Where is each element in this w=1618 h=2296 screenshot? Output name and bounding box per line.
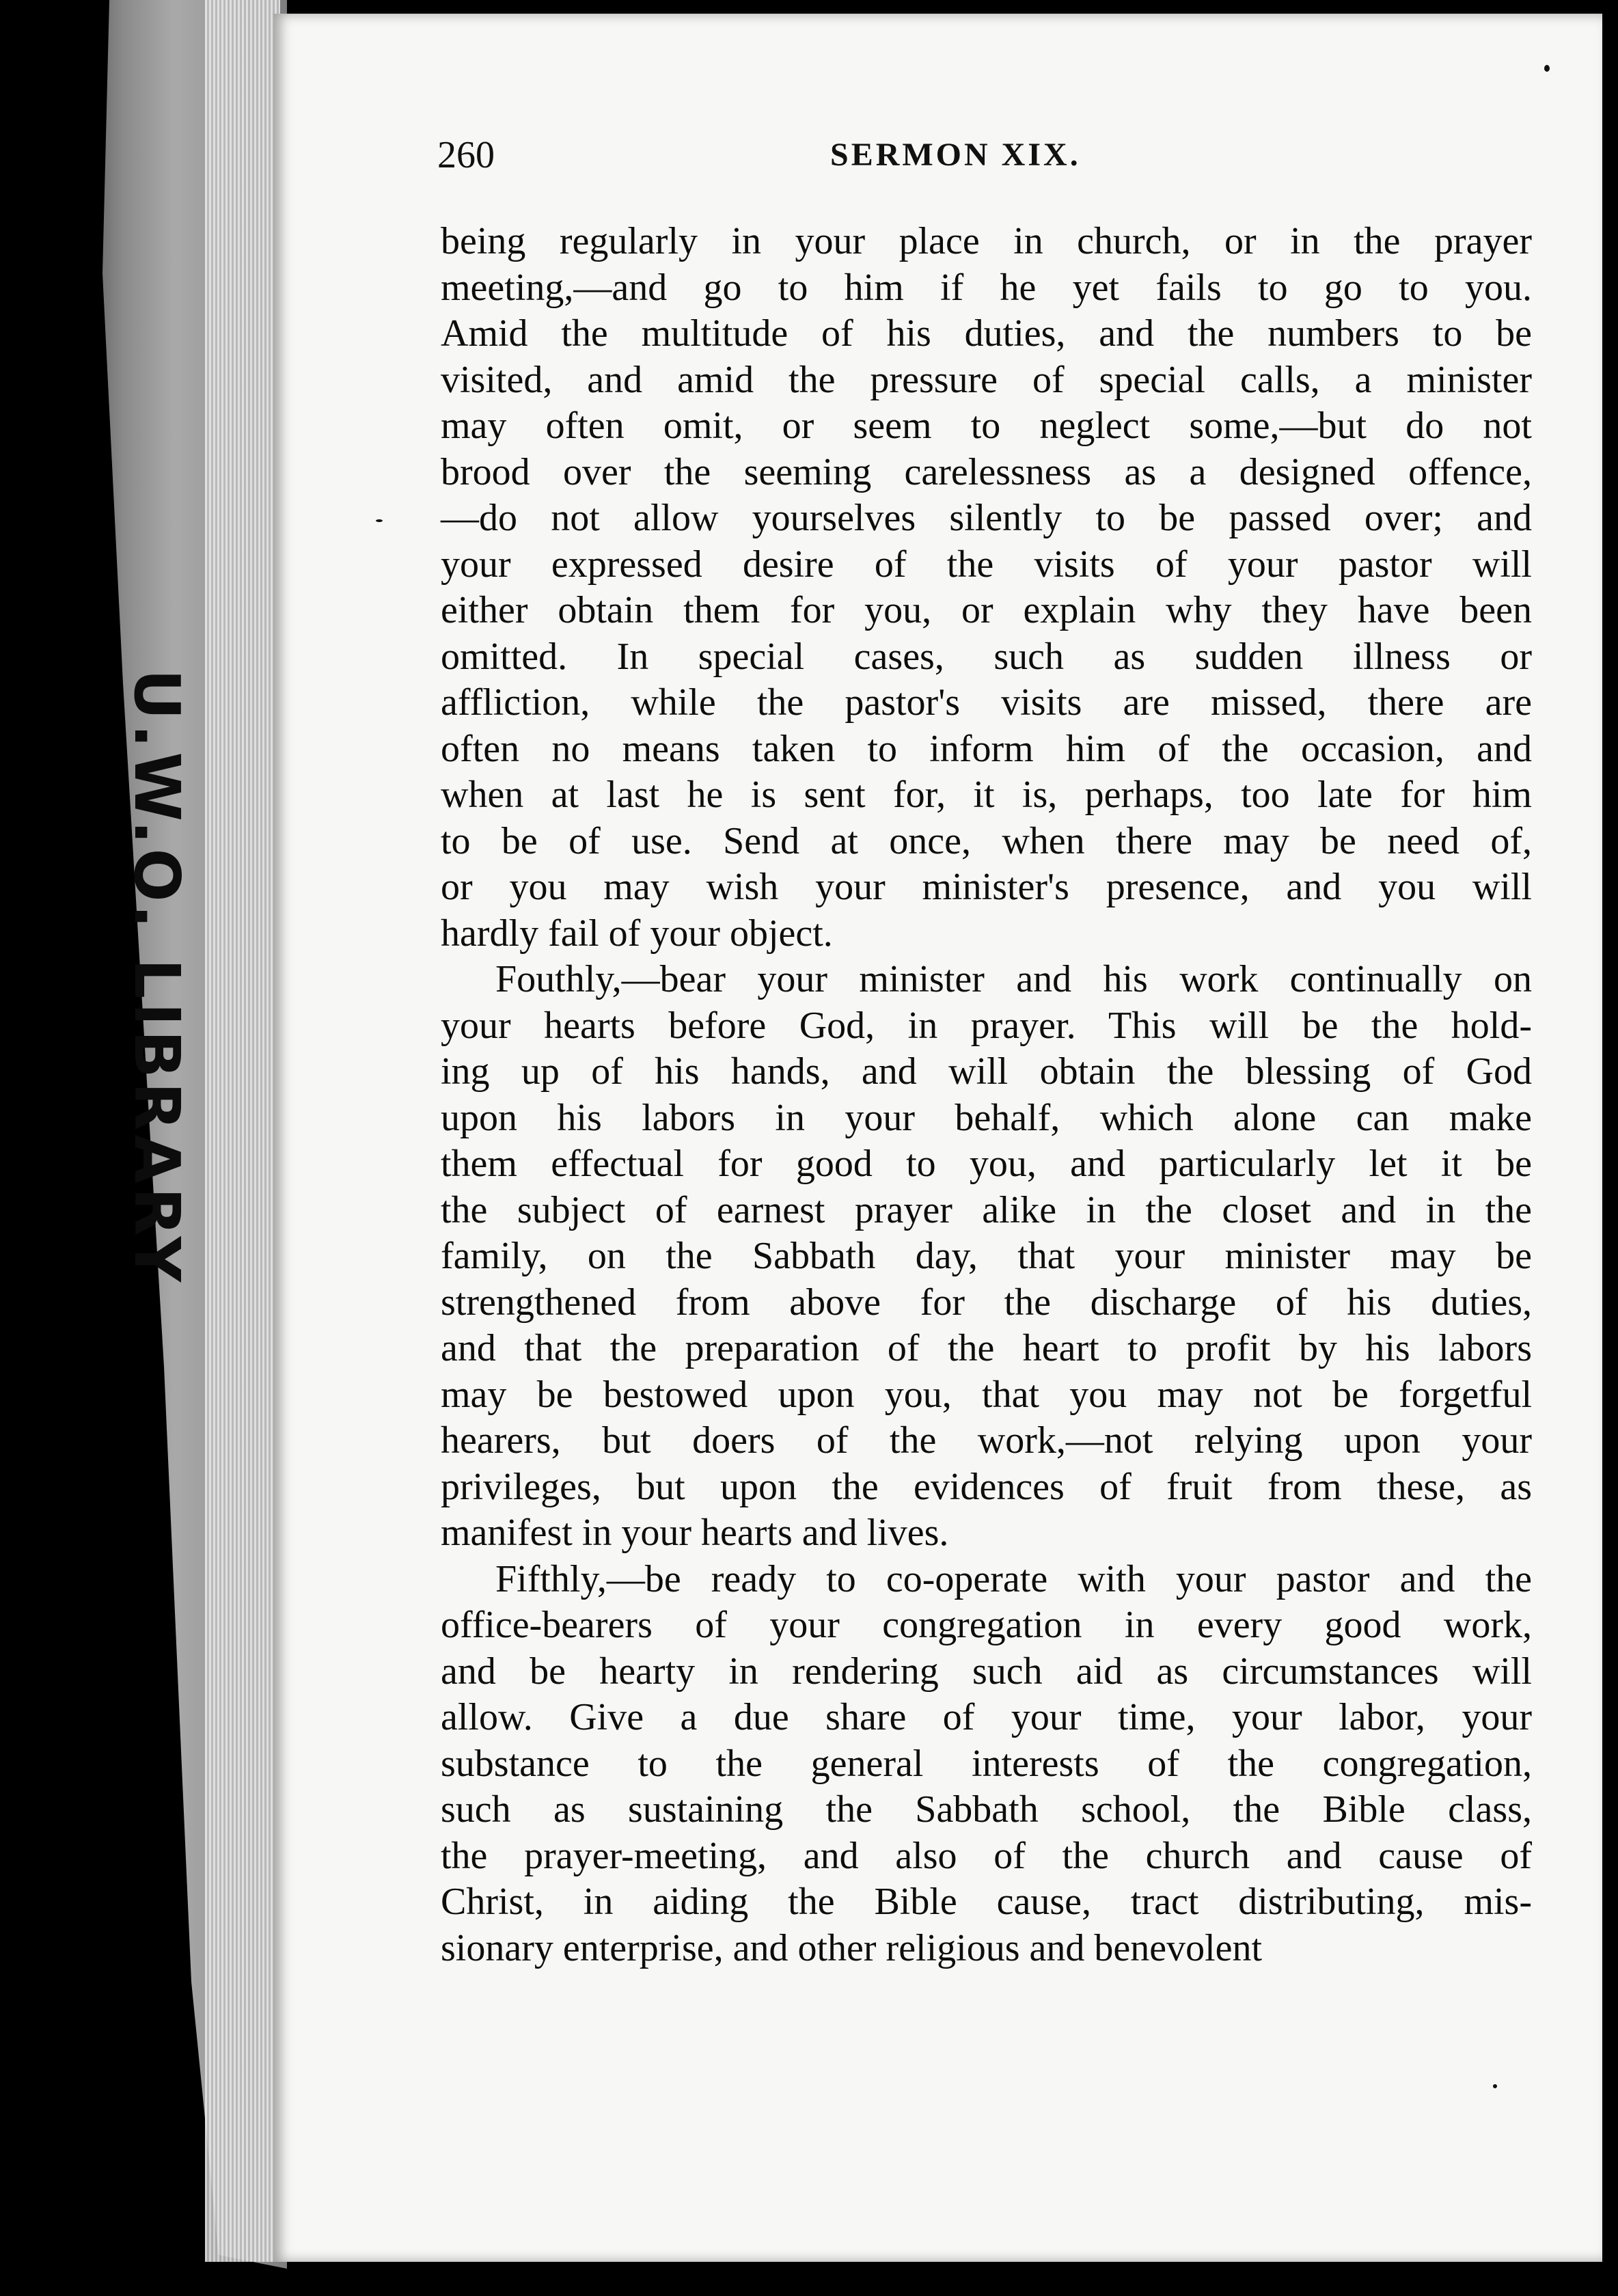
body-text <box>441 219 1532 1971</box>
text-line: substance to the general interests of the congregation, <box>441 1742 1532 1785</box>
text-line: allow. Give a due share of your time, your labor, your <box>441 1696 1532 1738</box>
scan-speck <box>376 519 383 522</box>
text-line: affliction, while the pastor's visits are missed, there are <box>441 681 1532 724</box>
text-line: manifest in your hearts and lives. <box>441 1512 949 1554</box>
text-line: —do not allow yourselves silently to be passed over; and <box>441 497 1532 539</box>
page-number: 260 <box>437 134 495 176</box>
text-line: hearers, but doers of the work,—not relying upon your <box>441 1419 1532 1462</box>
text-line: office-bearers of your congregation in every good work, <box>441 1604 1532 1646</box>
text-line: or you may wish your minister's presence, and you will <box>441 866 1532 908</box>
text-line: them effectual for good to you, and particularly let it be <box>441 1143 1532 1185</box>
text-line: privileges, but upon the evidences of fruit from these, as <box>441 1465 1532 1508</box>
text-line: may be bestowed upon you, that you may not be forgetful <box>441 1373 1532 1416</box>
printed-page <box>273 14 1602 2262</box>
text-line: omitted. In special cases, such as sudden illness or <box>441 635 1532 678</box>
scan-speck <box>1493 2084 1497 2088</box>
text-line: upon his labors in your behalf, which alone can make <box>441 1096 1532 1139</box>
text-line: and be hearty in rendering such aid as circumstances will <box>441 1650 1532 1693</box>
paragraph <box>441 219 1532 957</box>
text-line: Christ, in aiding the Bible cause, tract distributing, mis- <box>441 1881 1532 1923</box>
text-line: when at last he is sent for, it is, perhaps, too late for him <box>441 774 1532 816</box>
page-edges <box>205 0 280 2262</box>
text-line: brood over the seeming carelessness as a designed offence, <box>441 450 1532 493</box>
paragraph <box>441 957 1532 1557</box>
text-line: Fifthly,—be ready to co-operate with your pastor and the <box>495 1557 1532 1600</box>
text-line: family, on the Sabbath day, that your minister may be <box>441 1235 1532 1277</box>
text-line: Amid the multitude of his duties, and the numbers to be <box>441 312 1532 355</box>
running-head: SERMON XIX. <box>830 137 1081 173</box>
text-line: being regularly in your place in church, or in the prayer <box>441 220 1532 262</box>
text-line: such as sustaining the Sabbath school, the Bible class, <box>441 1788 1532 1831</box>
text-line: visited, and amid the pressure of special calls, a minister <box>441 358 1532 401</box>
page-header <box>437 133 1517 188</box>
paragraph <box>441 1557 1532 1972</box>
text-line: may often omit, or seem to neglect some,—but do not <box>441 405 1532 447</box>
text-line: either obtain them for you, or explain why they have been <box>441 589 1532 631</box>
text-line: your hearts before God, in prayer. This will be the hold- <box>441 1004 1532 1047</box>
text-line: meeting,—and go to him if he yet fails to go to you. <box>441 266 1532 309</box>
scan-speck <box>1544 65 1550 72</box>
text-line: Fouthly,—bear your minister and his work continually on <box>495 958 1532 1000</box>
text-line: the subject of earnest prayer alike in the closet and in the <box>441 1188 1532 1231</box>
text-line: the prayer-meeting, and also of the church and cause of <box>441 1834 1532 1877</box>
text-line: sionary enterprise, and other religious and benevolent <box>441 1926 1263 1969</box>
text-line: strengthened from above for the discharge of his duties, <box>441 1281 1532 1324</box>
text-line: ing up of his hands, and will obtain the blessing of God <box>441 1050 1532 1093</box>
text-line: to be of use. Send at once, when there may be need of, <box>441 819 1532 862</box>
spine-label-text: U.W.O. LIBRARY <box>120 668 194 1286</box>
library-spine-label <box>109 601 205 1353</box>
text-line: often no means taken to inform him of the occasion, and <box>441 727 1532 770</box>
text-line: hardly fail of your object. <box>441 912 833 955</box>
text-line: your expressed desire of the visits of your pastor will <box>441 543 1532 586</box>
text-line: and that the preparation of the heart to profit by his labors <box>441 1327 1532 1369</box>
